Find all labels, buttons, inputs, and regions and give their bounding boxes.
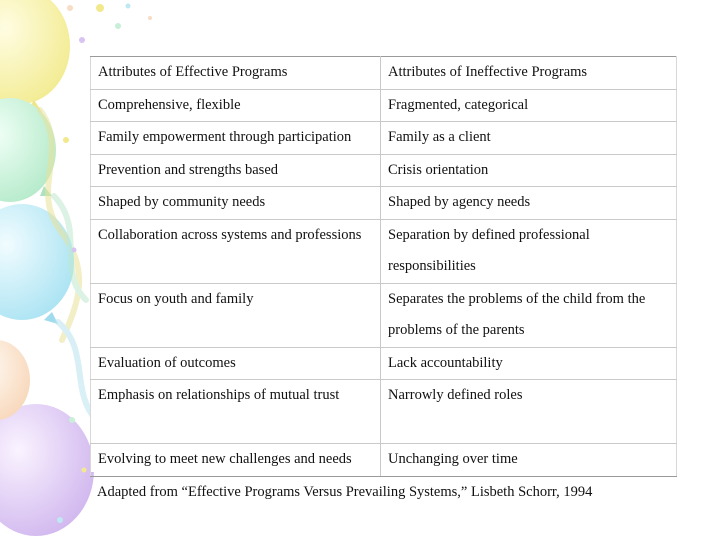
ineffective-cell: Shaped by agency needs — [381, 187, 677, 220]
ineffective-cell: Crisis orientation — [381, 154, 677, 187]
table-row — [91, 444, 677, 477]
table-row — [91, 154, 677, 187]
table-row — [91, 380, 677, 444]
effective-cell: Family empowerment through participation — [91, 122, 381, 155]
header-effective-programs: Attributes of Effective Programs — [91, 57, 381, 90]
effective-cell: Shaped by community needs — [91, 187, 381, 220]
table-row — [91, 347, 677, 380]
effective-cell: Emphasis on relationships of mutual trust — [91, 380, 381, 444]
ineffective-cell: Family as a client — [381, 122, 677, 155]
effective-cell: Focus on youth and family — [91, 283, 381, 347]
table-panel — [90, 56, 668, 472]
table-row — [91, 219, 677, 283]
effective-cell: Prevention and strengths based — [91, 154, 381, 187]
effective-cell: Collaboration across systems and professions — [91, 219, 381, 283]
ineffective-cell: Unchanging over time — [381, 444, 677, 477]
table-row — [91, 122, 677, 155]
balloon-lilac — [0, 404, 94, 536]
ineffective-cell: Lack accountability — [381, 347, 677, 380]
balloon-yellow — [0, 0, 70, 112]
ineffective-cell: Separates the problems of the child from the problems of the parents — [381, 283, 677, 347]
effective-cell: Comprehensive, flexible — [91, 89, 381, 122]
table-row — [91, 283, 677, 347]
source-caption: Adapted from “Effective Programs Versus Prevailing Systems,” Lisbeth Schorr, 1994 — [97, 484, 593, 500]
table-header-row — [91, 57, 677, 90]
effective-cell: Evaluation of outcomes — [91, 347, 381, 380]
balloon-cyan — [0, 204, 74, 324]
header-ineffective-programs: Attributes of Ineffective Programs — [381, 57, 677, 90]
ineffective-cell: Narrowly defined roles — [381, 380, 677, 444]
table-row — [91, 187, 677, 220]
attributes-table — [90, 56, 677, 477]
table-row — [91, 89, 677, 122]
effective-cell: Evolving to meet new challenges and needs — [91, 444, 381, 477]
ineffective-cell: Separation by defined professional responsibilities — [381, 219, 677, 283]
ineffective-cell: Fragmented, categorical — [381, 89, 677, 122]
